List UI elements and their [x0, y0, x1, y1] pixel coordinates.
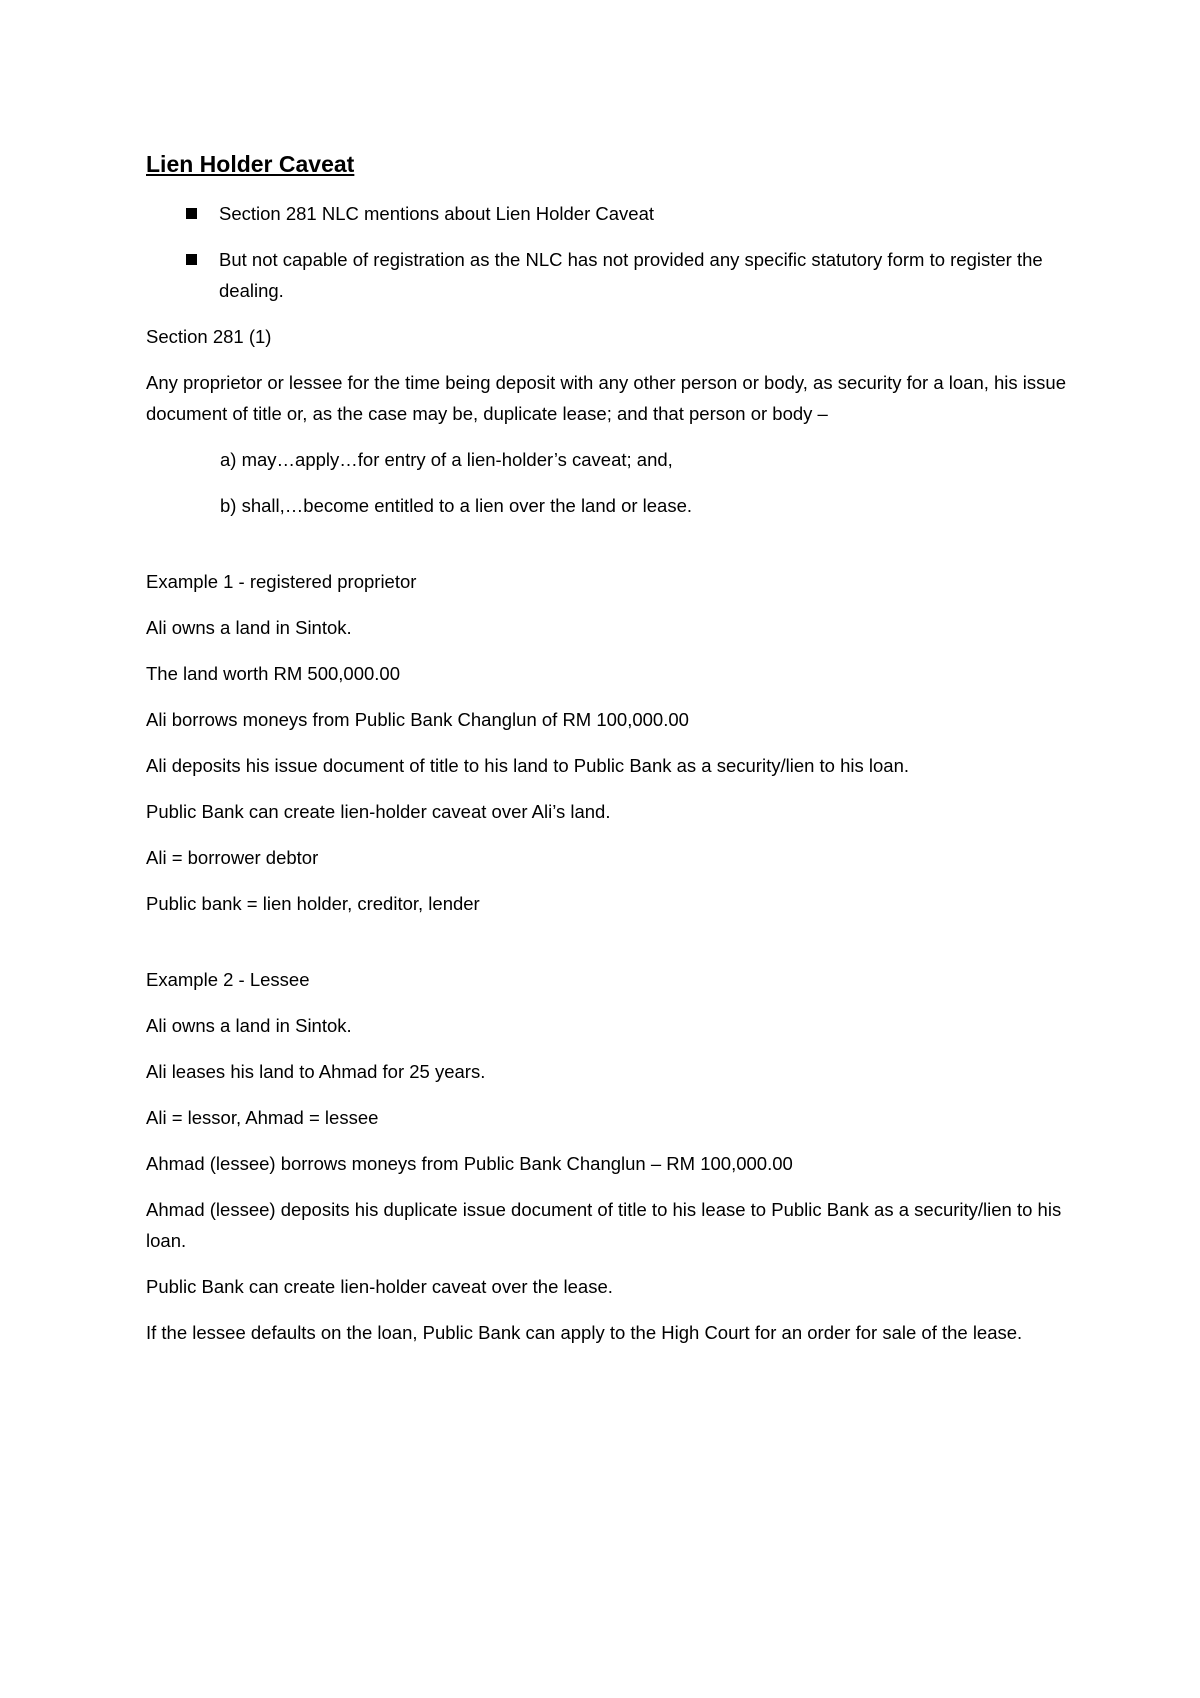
document-content — [146, 148, 1066, 1363]
bullet-item — [146, 198, 1066, 229]
example-1-line: Ali deposits his issue document of title to his land to Public Bank as a security/lien to his loan. — [146, 755, 910, 776]
example-2-heading: Example 2 - Lessee — [146, 969, 310, 990]
example-2-line: Ali leases his land to Ahmad for 25 years. — [146, 1061, 486, 1082]
example-2-line: Ahmad (lessee) deposits his duplicate issue document of title to his lease to Public Bank as a security/lien to his loan. — [146, 1199, 1062, 1251]
example-1-line: Ali borrows moneys from Public Bank Changlun of RM 100,000.00 — [146, 709, 689, 730]
bullet-list — [146, 198, 1066, 306]
spacer — [146, 934, 1066, 964]
example-2-line: Ali owns a land in Sintok. — [146, 1015, 352, 1036]
example-1-line: Public Bank can create lien-holder caveat over Ali’s land. — [146, 801, 611, 822]
example-1-line: Ali owns a land in Sintok. — [146, 617, 352, 638]
bullet-text: Section 281 NLC mentions about Lien Holder Caveat — [219, 203, 655, 224]
spacer — [146, 536, 1066, 566]
section-heading: Section 281 (1) — [146, 326, 272, 347]
bullet-item — [146, 244, 1066, 306]
square-bullet-icon — [186, 208, 197, 219]
square-bullet-icon — [186, 254, 197, 265]
example-1-line: Ali = borrower debtor — [146, 847, 319, 868]
example-1-line: The land worth RM 500,000.00 — [146, 663, 401, 684]
bullet-text: But not capable of registration as the NLC has not provided any specific statutory form to register the dealing. — [219, 249, 1043, 301]
example-2-line: Ahmad (lessee) borrows moneys from Public Bank Changlun – RM 100,000.00 — [146, 1153, 793, 1174]
example-1-heading: Example 1 - registered proprietor — [146, 571, 417, 592]
example-2-line: Ali = lessor, Ahmad = lessee — [146, 1107, 379, 1128]
example-2-line: Public Bank can create lien-holder caveat over the lease. — [146, 1276, 613, 1297]
sub-item-b: b) shall,…become entitled to a lien over the land or lease. — [220, 495, 693, 516]
section-text: Any proprietor or lessee for the time being deposit with any other person or body, as security for a loan, his issue document of title or, as the case may be, duplicate lease; and that person or body – — [146, 372, 1066, 424]
example-2-line: If the lessee defaults on the loan, Public Bank can apply to the High Court for an order for sale of the lease. — [146, 1322, 1023, 1343]
example-1-line: Public bank = lien holder, creditor, lender — [146, 893, 480, 914]
page-title: Lien Holder Caveat — [146, 151, 355, 177]
sub-item-a: a) may…apply…for entry of a lien-holder’s caveat; and, — [220, 449, 673, 470]
